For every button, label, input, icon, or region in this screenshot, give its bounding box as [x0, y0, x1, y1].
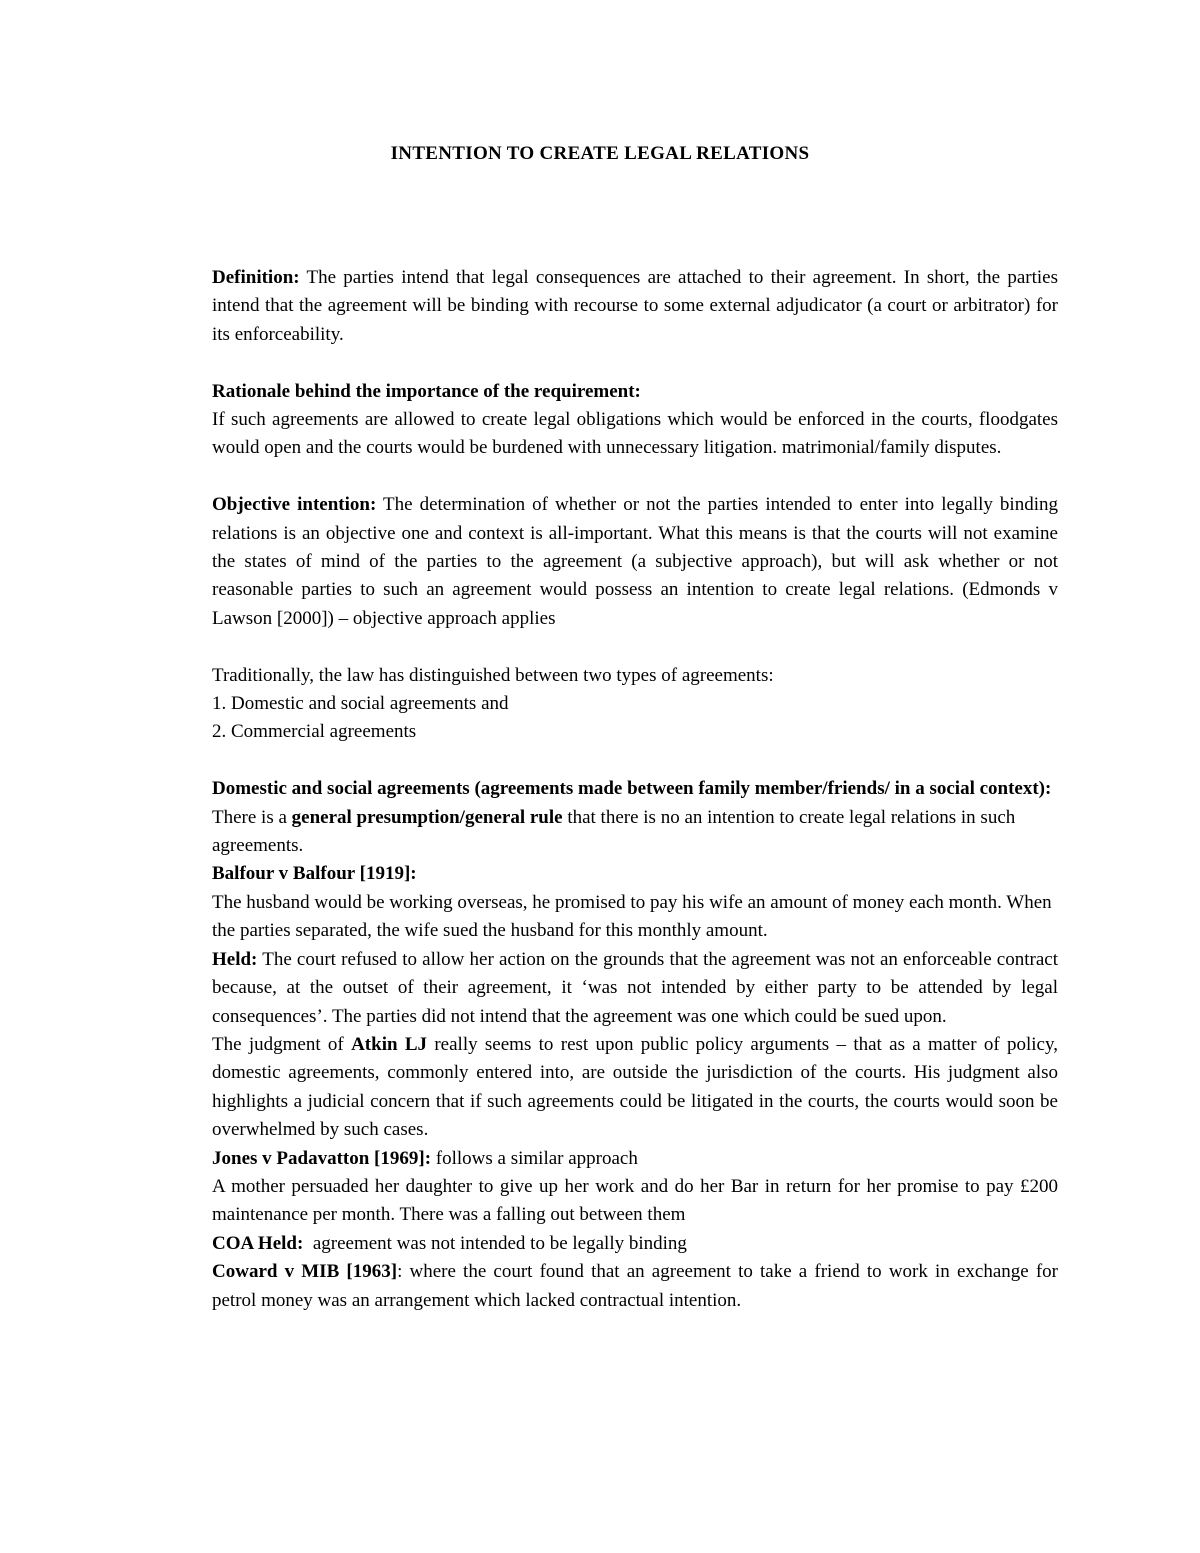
definition-label: Definition:: [212, 267, 300, 288]
balfour-case-heading: Balfour v Balfour [1919]:: [212, 863, 417, 885]
balfour-judgment: The judgment of Atkin LJ really seems to rest upon public policy arguments – that as a matter of policy, domestic agreements, commonly entered into, are outside the jurisdiction of the courts. His judgment also highlights a judicial concern that if such agreements could be litigated in the courts, the courts would soon be overwhelmed by such cases.: [212, 1033, 1059, 1141]
coward-case: Coward v MIB [1963]: [212, 1261, 398, 1283]
objective-text: The determination of whether or not the parties intended to enter into legally binding relations is an objective one and context is all-important. What this means is that the courts will not examine the states of mind of the parties to the agreement (a subjective approach), but will ask whether or not reasonable parties to such an agreement would possess an intention to create legal relations. (Edmonds v Lawson [2000]) – objective approach applies: [212, 494, 1058, 629]
jones-case-heading: Jones v Padavatton [1969]: follows a similar approach: [212, 1147, 638, 1169]
rationale-text: If such agreements are allowed to create legal obligations which would be enforced in the courts, floodgates would open and the courts would be burdened with unnecessary litigation. matrimonial/family disputes.: [212, 409, 1058, 459]
coward-paragraph: Coward v MIB [1963]: where the court found that an agreement to take a friend to work in exchange for petrol money was an arrangement which lacked contractual intention.: [212, 1261, 1058, 1311]
objective-paragraph: [212, 491, 1058, 633]
document-body: [212, 264, 1058, 1315]
rationale-heading: Rationale behind the importance of the requirement:: [212, 380, 641, 402]
balfour-held: Held: The court refused to allow her action on the grounds that the agreement was not an enforceable contract because, at the outset of their agreement, it ‘was not intended by either party to be attended by legal consequences’. The parties did not intend that the agreement was one which could be sued upon.: [212, 948, 1058, 1027]
jones-facts: A mother persuaded her daughter to give up her work and do her Bar in return for her promise to pay £200 maintenance per month. There was a falling out between them: [212, 1175, 1058, 1226]
definition-paragraph: [212, 264, 1058, 349]
document-title: INTENTION TO CREATE LEGAL RELATIONS: [390, 143, 810, 164]
jones-held: COA Held: agreement was not intended to be legally binding: [212, 1232, 687, 1254]
definition-text: The parties intend that legal consequences are attached to their agreement. In short, the parties intend that the agreement will be binding with recourse to some external adjudicator (a court or arbitrator) for its enforceability.: [212, 267, 1058, 345]
list-item: 2. Commercial agreements: [212, 721, 417, 743]
domestic-heading: Domestic and social agreements (agreements made between family member/friends/ in a social context):: [212, 778, 1052, 800]
objective-label: Objective intention:: [212, 494, 377, 516]
list-item: 1. Domestic and social agreements and: [212, 693, 509, 715]
balfour-facts: The husband would be working overseas, he promised to pay his wife an amount of money each month. When the parties separated, the wife sued the husband for this monthly amount.: [212, 891, 1052, 942]
presumption-paragraph: There is a general presumption/general rule that there is no an intention to create legal relations in such agreements.: [212, 806, 1016, 857]
types-intro: Traditionally, the law has distinguished between two types of agreements:: [212, 664, 774, 686]
